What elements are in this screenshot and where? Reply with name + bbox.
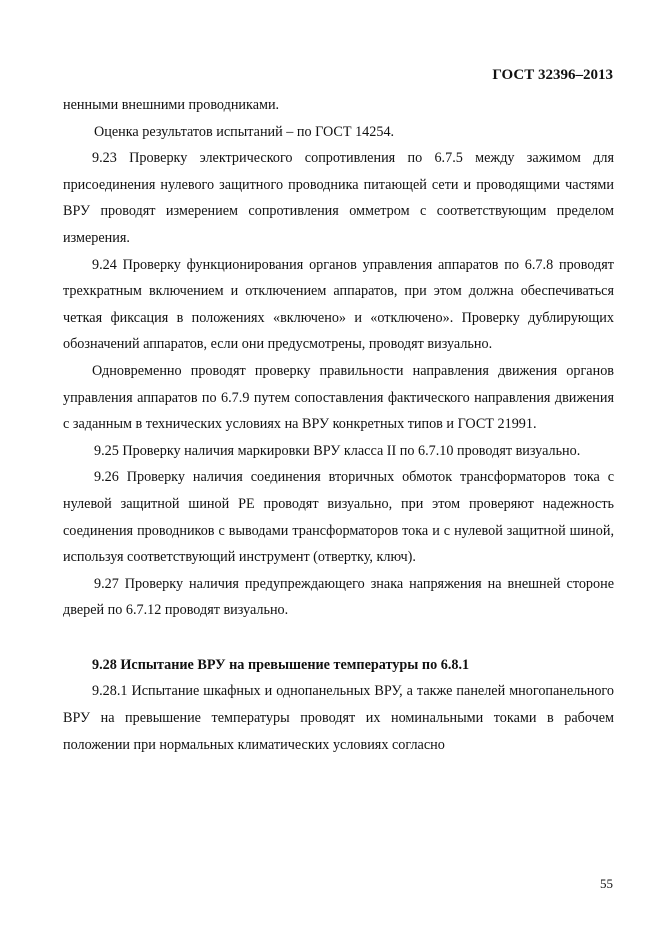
- paragraph-9-23: 9.23 Проверку электрического сопротивления по 6.7.5 между зажимом для присоединения нулевого защитного проводника питающей сети и проводящими частями ВРУ проводят измерением сопротивления омметром с соответствующим пределом измерения.: [63, 150, 614, 246]
- body-text: [63, 92, 614, 758]
- paragraph-9-28-1: 9.28.1 Испытание шкафных и однопанельных ВРУ, а также панелей многопанельного ВРУ на превышение температуры проводят их номинальными токами в рабочем положении при нормальных климатических условиях согласно: [63, 683, 614, 753]
- paragraph-simultaneous-check: Одновременно проводят проверку правильности направления движения органов управления аппаратов по 6.7.9 путем сопоставления фактического направления движения с заданным в технических условиях на ВРУ конкретных типов и ГОСТ 21991.: [63, 362, 614, 433]
- paragraph-9-24: 9.24 Проверку функционирования органов управления аппаратов по 6.7.8 проводят трехкратным включением и отключением аппаратов, при этом должна обеспечиваться четкая фиксация в положениях «включено» и «отключено». Проверку дублирующих обозначений аппаратов, если они предусмотрены, проводят визуально.: [63, 256, 614, 353]
- paragraph-evaluation: Оценка результатов испытаний – по ГОСТ 14254.: [94, 123, 395, 140]
- section-gap: [63, 624, 614, 638]
- document-standard-id: ГОСТ 32396–2013: [492, 67, 613, 83]
- paragraph-continuation: ненными внешними проводниками.: [63, 97, 280, 113]
- paragraph-9-26: 9.26 Проверку наличия соединения вторичных обмоток трансформаторов тока с нулевой защитной шиной PE проводят визуально, при этом проверяют надежность соединения проводников с выводами трансформаторов тока и с нулевой защитной шиной, используя соответствующий инструмент (отвертку, ключ).: [63, 469, 614, 566]
- paragraph-9-27: 9.27 Проверку наличия предупреждающего знака напряжения на внешней стороне дверей по 6.7.12 проводят визуально.: [63, 575, 614, 619]
- section-heading-9-28: 9.28 Испытание ВРУ на превышение температуры по 6.8.1: [92, 656, 470, 673]
- page-number: 55: [600, 876, 613, 891]
- paragraph-9-25: 9.25 Проверку наличия маркировки ВРУ класса II по 6.7.10 проводят визуально.: [94, 442, 581, 459]
